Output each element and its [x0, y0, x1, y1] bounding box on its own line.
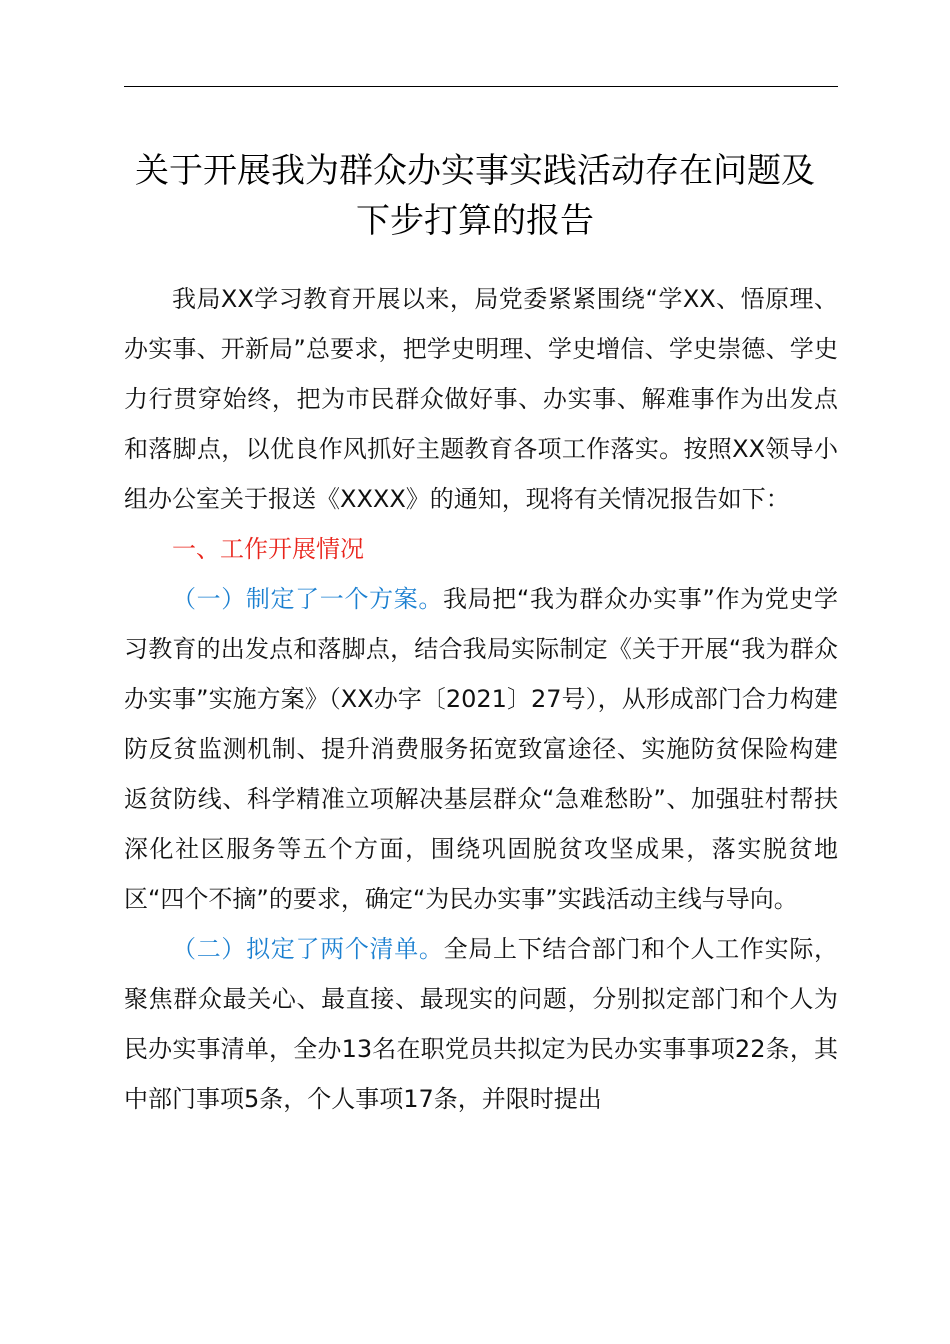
document-title: [60, 146, 890, 246]
document-body: [124, 274, 838, 1124]
subsection-1-paragraph: [124, 574, 838, 924]
subsection-2-paragraph: [124, 924, 838, 1124]
subsection-1-body: 我局把“我为群众办实事”作为党史学习教育的出发点和落脚点，结合我局实际制定《关于开展“我为群众办实事”实施方案》（XX办字〔2021〕27号），从形成部门合力构建防反贫监测机制、提升消费服务拓宽致富途径、实施防贫保险构建返贫防线、科学精准立项解决基层群众“急难愁盼”、加强驻村帮扶深化社区服务等五个方面，围绕巩固脱贫攻坚成果，落实脱贫地区“四个不摘”的要求，确定“为民办实事”实践活动主线与导向。: [124, 585, 838, 913]
title-line-2: 下步打算的报告: [356, 201, 594, 241]
subsection-1-heading: （一）制定了一个方案。: [172, 585, 443, 613]
title-line-1: 关于开展我为群众办实事实践活动存在问题及: [135, 151, 815, 191]
subsection-2-body: 全局上下结合部门和个人工作实际，聚焦群众最关心、最直接、最现实的问题，分别拟定部门和个人为民办实事清单，全办13名在职党员共拟定为民办实事事项22条，其中部门事项5条，个人事项17条，并限时提出: [124, 935, 839, 1113]
section-heading-1: 一、工作开展情况: [172, 535, 364, 563]
subsection-2-heading: （二）拟定了两个清单。: [172, 935, 444, 963]
header-rule: [124, 86, 838, 87]
intro-paragraph: 我局XX学习教育开展以来，局党委紧紧围绕“学XX、悟原理、办实事、开新局”总要求，把学史明理、学史增信、学史崇德、学史力行贯穿始终，把为市民群众做好事、办实事、解难事作为出发点和落脚点，以优良作风抓好主题教育各项工作落实。按照XX领导小组办公室关于报送《XXXX》的通知，现将有关情况报告如下：: [124, 285, 838, 513]
